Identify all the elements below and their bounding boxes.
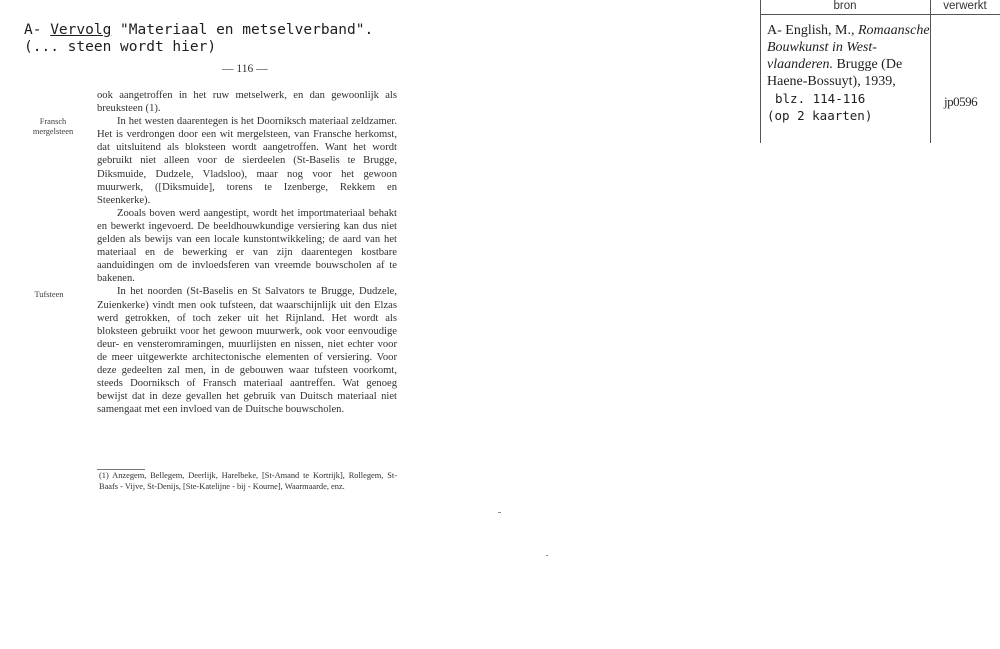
table-header-rule [760, 14, 1000, 15]
margin-note-line: mergelsteen [32, 127, 74, 136]
scan-speck [546, 555, 548, 556]
page-number: — 116 — [222, 63, 268, 75]
scan-speck [498, 512, 501, 513]
footnote: (1) Anzegem, Bellegem, Deerlijk, Harelbeke, [St-Amand te Kortrijk], Rollegem, St-Baafs - Vijve, St-Denijs, [Ste-Katelijne - bij - Kourne], Waarmaarde, enz. [99, 471, 397, 491]
margin-note-fransch-mergelsteen [18, 117, 88, 137]
column-header-processed: verwerkt [943, 0, 987, 12]
margin-note-tufsteen: Tufsteen [34, 290, 64, 299]
table-left-border [760, 0, 761, 143]
processed-code: jp0596 [944, 94, 978, 109]
paragraph-2: In het westen daarentegen is het Doorniksch materiaal zeldzamer. Het is verdrongen door een wit mergelsteen, van Fransche herkomst, dat uitsluitend als bloksteen wordt aangetroffen. Want het wordt gebruikt niet alleen voor de sierdeelen (St-Baselis te Brugge, Diksmuide, Dudzele, Vladsloo), maar nog voor het gewoon muurwerk, ([Diksmuide], torens te Izenberge, Rekkem en Steenkerke). [97, 116, 397, 206]
body-text [97, 89, 397, 416]
heading-rest: "Materiaal en metselverband". [111, 22, 374, 38]
source-publisher: Brugge (De Haene-Bossuyt), 1939, [767, 57, 903, 89]
footnote-rule [97, 469, 145, 470]
source-note: (op 2 kaarten) [767, 108, 873, 123]
source-cell [767, 22, 932, 124]
heading-line-1 [24, 22, 373, 39]
source-author: A- English, M., [767, 23, 855, 38]
paragraph-1: ook aangetroffen in het ruw metselwerk, en dan gewoonlijk als breuksteen (1). [97, 90, 397, 115]
document-heading [24, 22, 373, 56]
heading-prefix: A- [24, 22, 51, 38]
heading-line-2: (... steen wordt hier) [24, 39, 217, 55]
paragraph-4: In het noorden (St-Baselis en St Salvators te Brugge, Dudzele, Zuienkerke) vindt men ook tufsteen, dat waarschijnlijk uit den Elzas werd getrokken, of toch zeker uit het Rijnland. Het wordt als bloksteen gebruikt voor het gewoon muurwerk, ook voor eenvoudige deur- en vensteromramingen, muurlijsten en nissen, niet echter voor de meer uitgewerkte architectonische elementen of versiering. Voor deze gedeelten zal men, in de gebouwen waar tufsteen voorkomt, steeds Doorniksch of Fransch materiaal aantreffen. Wat genoeg bewijst dat in deze gevallen het gebruik van Duitsch materiaal niet samengaat met een invloed van de Duitsche bouwscholen. [97, 286, 397, 416]
paragraph-3: Zooals boven werd aangestipt, wordt het importmateriaal behakt en bewerkt ingevoerd. De beeldhouwkundige versiering kan dus niet gelden als bewijs van een locale kunstontwikkeling; de aard van het materiaal en de bewerking er van zijn daarentegen kostbare aanduidingen om de invloedsferen van vreemde bouwscholen af te bakenen. [97, 207, 397, 285]
column-header-source: bron [833, 0, 857, 12]
heading-underlined-word: Vervolg [50, 22, 112, 38]
source-title: Romaansche Bouwkunst in West-vlaanderen. [767, 23, 930, 72]
margin-note-line: Fransch [39, 117, 67, 126]
source-pages: blz. 114-116 [775, 91, 866, 106]
